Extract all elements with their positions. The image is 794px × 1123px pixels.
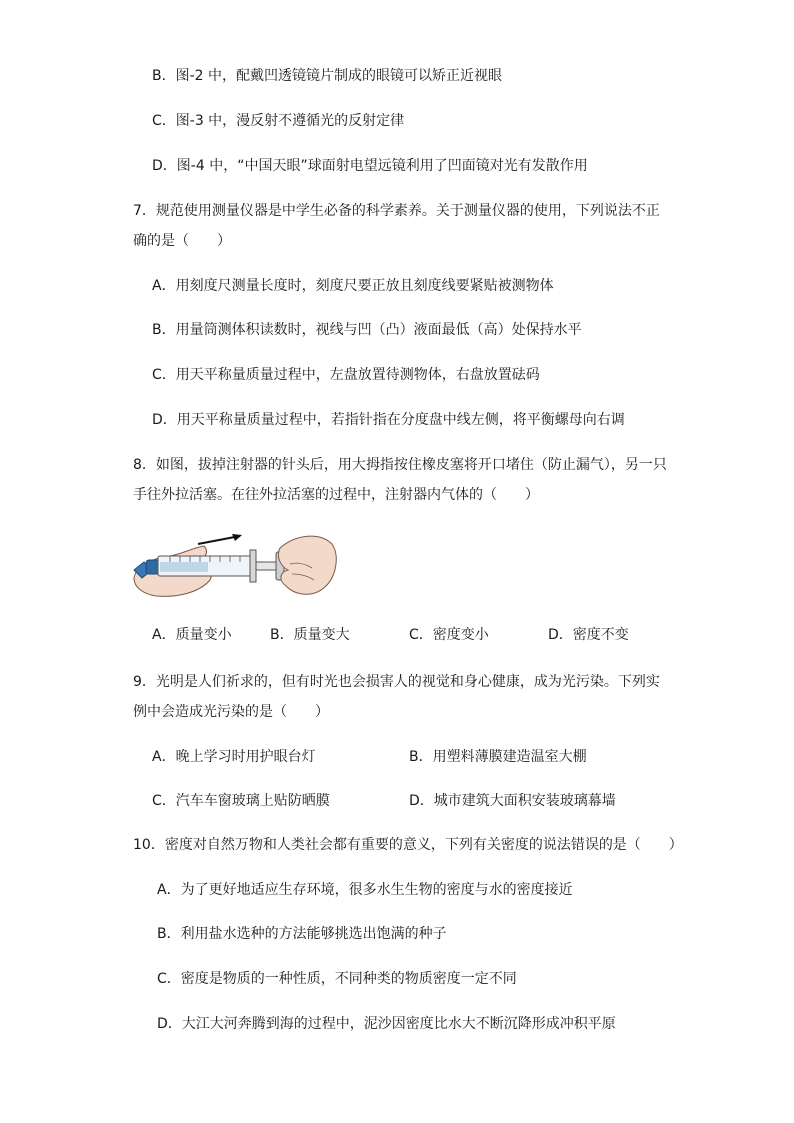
q8-option-d: D．密度不变: [548, 627, 629, 643]
q7-option-a: A．用刻度尺测量长度时，刻度尺要正放且刻度线要紧贴被测物体: [152, 278, 554, 294]
q10-option-c: C．密度是物质的一种性质，不同种类的物质密度一定不同: [157, 971, 517, 987]
syringe-illustration: [130, 526, 340, 604]
q6-option-d: D．图-4 中，“中国天眼”球面射电望远镜利用了凹面镜对光有发散作用: [152, 158, 588, 174]
q10-option-a: A．为了更好地适应生存环境，很多水生生物的密度与水的密度接近: [157, 882, 573, 898]
q9-stem-line2: 例中会造成光污染的是（ ）: [133, 704, 329, 720]
q9-option-b: B．用塑料薄膜建造温室大棚: [409, 749, 587, 765]
q7-option-b: B．用量筒测体积读数时，视线与凹（凸）液面最低（高）处保持水平: [152, 322, 582, 338]
q7-stem-line1: 7．规范使用测量仪器是中学生必备的科学素养。关于测量仪器的使用，下列说法不正: [133, 203, 660, 219]
q10-stem: 10．密度对自然万物和人类社会都有重要的意义，下列有关密度的说法错误的是（ ）: [133, 837, 683, 853]
q9-option-d: D．城市建筑大面积安装玻璃幕墙: [409, 793, 616, 809]
q8-stem-line1: 8．如图，拔掉注射器的针头后，用大拇指按住橡皮塞将开口堵住（防止漏气），另一只: [133, 457, 667, 473]
q8-stem-line2: 手往外拉活塞。在往外拉活塞的过程中，注射器内气体的（ ）: [133, 487, 539, 503]
q9-option-c: C．汽车车窗玻璃上贴防晒膜: [152, 793, 330, 809]
q7-option-c: C．用天平称量质量过程中，左盘放置待测物体，右盘放置砝码: [152, 367, 540, 383]
q8-option-c: C．密度变小: [409, 627, 489, 643]
q7-option-d: D．用天平称量质量过程中，若指针指在分度盘中线左侧，将平衡螺母向右调: [152, 412, 625, 428]
q10-option-d: D．大江大河奔腾到海的过程中，泥沙因密度比水大不断沉降形成冲积平原: [157, 1016, 616, 1032]
q7-stem-line2: 确的是（ ）: [133, 233, 231, 249]
q9-stem-line1: 9．光明是人们祈求的，但有时光也会损害人的视觉和身心健康，成为光污染。下列实: [133, 674, 660, 690]
q6-option-b: B．图-2 中，配戴凹透镜镜片制成的眼镜可以矫正近视眼: [152, 68, 503, 84]
q10-option-b: B．利用盐水选种的方法能够挑选出饱满的种子: [157, 926, 447, 942]
q8-option-a: A．质量变小: [152, 627, 232, 643]
q8-option-b: B．质量变大: [270, 627, 350, 643]
q6-option-c: C．图-3 中，漫反射不遵循光的反射定律: [152, 113, 405, 129]
q9-option-a: A．晚上学习时用护眼台灯: [152, 749, 316, 765]
